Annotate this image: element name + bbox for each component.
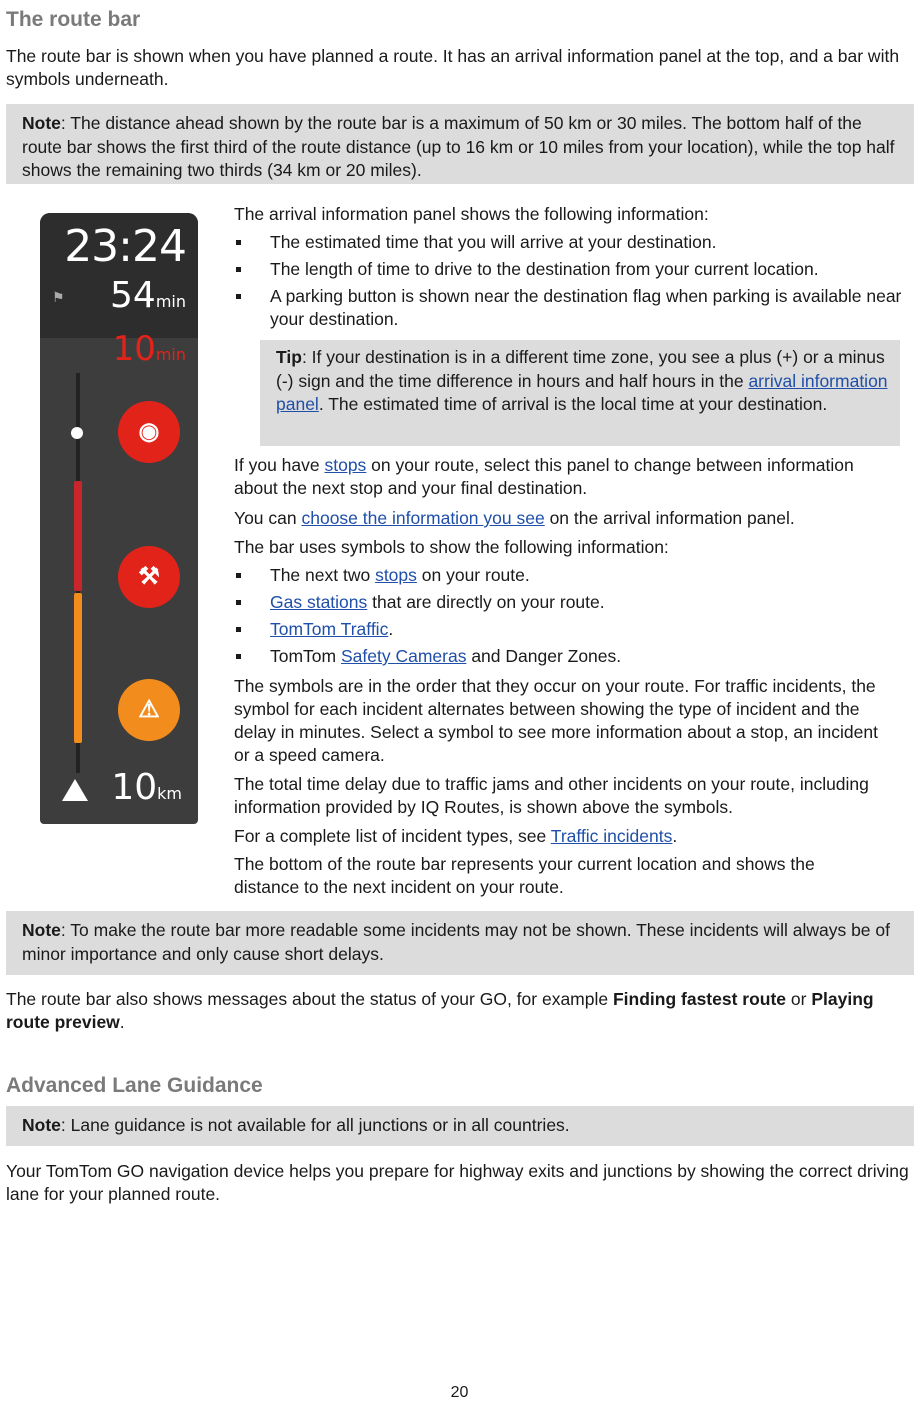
page-number: 20 (450, 1384, 469, 1401)
stops-paragraph: If you have stops on your route, select this panel to change between information about the next stop and your final destination. (234, 455, 854, 498)
safety-cameras-link[interactable]: Safety Cameras (340, 646, 467, 666)
traffic-jam-segment (74, 481, 82, 591)
note-label: Note (22, 113, 61, 133)
note-text: : The distance ahead shown by the route bar is a maximum of 50 km or 30 miles. The bottom half of the route bar shows the first third of the route distance (up to 16 km or 10 miles from your location), while the top half shows the remaining two thirds (34 km or 20 miles). (22, 113, 895, 180)
tip-label: Tip (276, 347, 302, 367)
incidents-paragraph: For a complete list of incident types, see Traffic incidents. (234, 826, 678, 846)
arrival-info-panel-link[interactable]: arrival information panel (276, 370, 888, 414)
stops-link-2[interactable]: stops (375, 565, 417, 585)
travel-duration: 54min (110, 275, 186, 316)
slow-traffic-segment (74, 593, 82, 743)
messages-paragraph: The route bar also shows messages about the status of your GO, for example Finding fastest route or Playing route preview. (6, 989, 874, 1032)
note-text: : Lane guidance is not available for all junctions or in all countries. (60, 1115, 570, 1135)
lane-guidance-paragraph: Your TomTom GO navigation device helps you prepare for highway exits and junctions by showing the correct driving lane for your planned route. (6, 1161, 909, 1204)
symbols-intro: The bar uses symbols to show the following information: (234, 537, 669, 557)
list-item: TomTom Traffic. (234, 618, 904, 641)
bottom-paragraph: The bottom of the route bar represents your current location and shows the distance to the next incident on your route. (234, 854, 815, 897)
list-item: Gas stations that are directly on your route. (234, 591, 904, 614)
list-item: The next two stops on your route. (234, 564, 904, 587)
speed-camera-icon: ◉ (118, 401, 180, 463)
stops-link[interactable]: stops (324, 455, 367, 475)
delay-indicator: 10min (112, 329, 186, 369)
arrival-time: 23:24 (64, 221, 186, 272)
traffic-incident-icon: ⚠ (118, 679, 180, 741)
note-lane-guidance (6, 1106, 914, 1146)
choose-information-link[interactable]: choose the information you see (301, 508, 545, 528)
list-item: The estimated time that you will arrive at your destination. (234, 231, 904, 254)
roadworks-icon: ⚒ (118, 546, 180, 608)
destination-flag-icon: ⚑ (52, 289, 65, 305)
note-distance (6, 104, 914, 184)
section-title-route-bar: The route bar (6, 8, 141, 31)
tip-box: Tip: If your destination is in a different time zone, you see a plus (+) or a minus (-) sign and the time difference in hours and half hours in the arrival information panel. The estimated time of arrival is the local time at your destination. (260, 340, 900, 446)
list-item: The length of time to drive to the destination from your current location. (234, 258, 904, 281)
current-location-arrow-icon (62, 779, 88, 801)
symbols-list (234, 564, 904, 672)
note-label: Note (22, 1115, 61, 1135)
section-title-lane-guidance: Advanced Lane Guidance (6, 1074, 263, 1097)
choose-paragraph: You can choose the information you see on the arrival information panel. (234, 508, 795, 528)
note-readability (6, 911, 914, 975)
route-bar-illustration (40, 213, 198, 824)
note-text: : To make the route bar more readable some incidents may not be shown. These incidents will always be of minor importance and only cause short delays. (22, 920, 890, 964)
intro-paragraph: The route bar is shown when you have planned a route. It has an arrival information panel at the top, and a bar with symbols underneath. (6, 46, 900, 89)
list-item: TomTom Safety Cameras and Danger Zones. (234, 645, 904, 668)
traffic-incidents-link[interactable]: Traffic incidents (550, 826, 673, 846)
distance-to-next: 10km (111, 767, 182, 808)
gas-stations-link[interactable]: Gas stations (270, 592, 368, 612)
arrival-info-list (234, 231, 904, 335)
list-item: A parking button is shown near the destination flag when parking is available near your destination. (234, 285, 904, 331)
arrival-intro: The arrival information panel shows the following information: (234, 204, 709, 224)
stop-marker (71, 427, 83, 439)
note-label: Note (22, 920, 61, 940)
order-paragraph: The symbols are in the order that they occur on your route. For traffic incidents, the symbol for each incident alternates between showing the type of incident and the delay in minutes. Select a symbol to see more information about a stop, an incident or a speed camera. (234, 676, 878, 765)
tomtom-traffic-link[interactable]: TomTom Traffic (270, 619, 389, 639)
delay-paragraph: The total time delay due to traffic jams and other incidents on your route, including information provided by IQ Routes, is shown above the symbols. (234, 774, 869, 817)
